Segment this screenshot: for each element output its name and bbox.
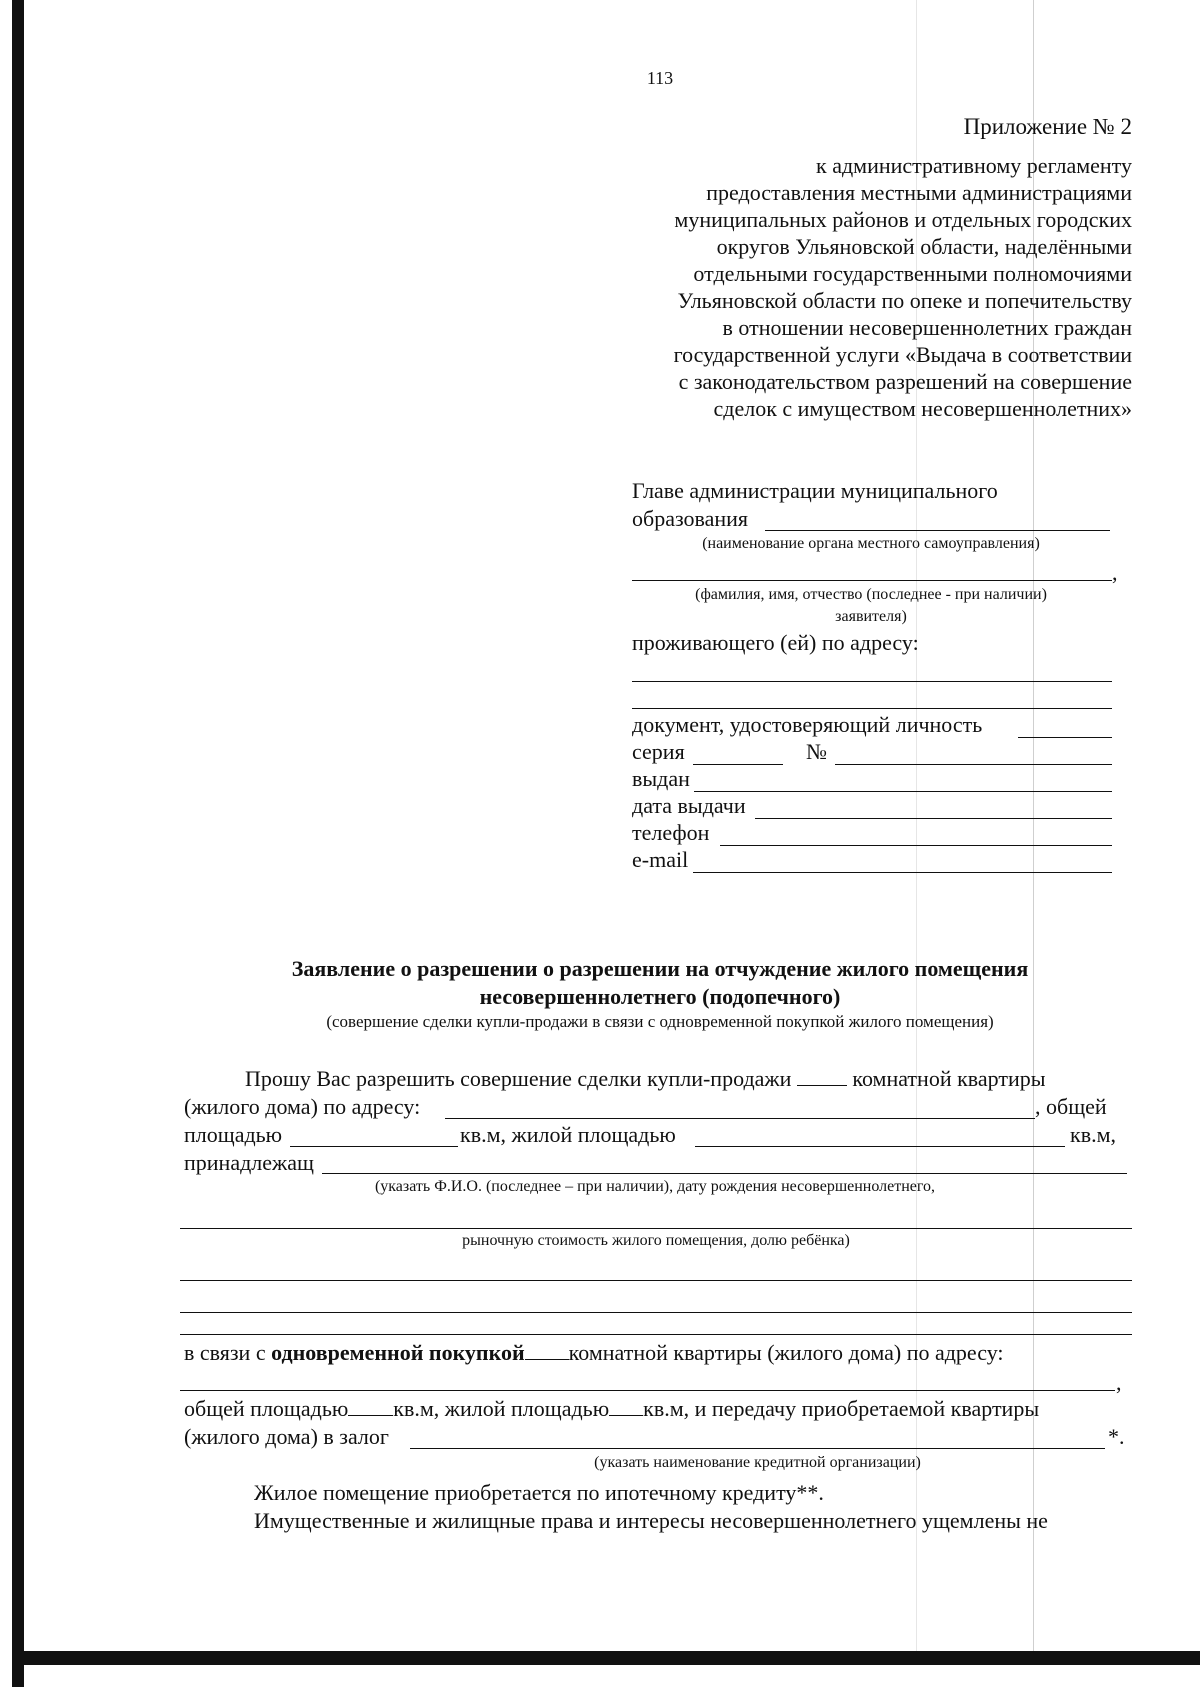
body-text: Имущественные и жилищные права и интересы несовершеннолетнего ущемлены не — [254, 1508, 1048, 1533]
fill-line-living-area[interactable] — [695, 1146, 1065, 1147]
body-text: кв.м, жилой площадью — [460, 1122, 676, 1147]
body-text: Жилое помещение приобретается по ипотечному кредиту**. — [254, 1480, 824, 1505]
body-text-part: кв.м, и передачу приобретаемой квартиры — [643, 1396, 1040, 1421]
fill-line-extra[interactable] — [180, 1334, 1132, 1335]
hint-municipal-body: (наименование органа местного самоуправления) — [702, 535, 1040, 552]
fill-line-owner[interactable] — [322, 1173, 1127, 1174]
id-document-label: документ, удостоверяющий личность — [632, 712, 983, 737]
comma: , — [1112, 560, 1118, 585]
body-text — [245, 1066, 1046, 1092]
fill-line-new-living-area[interactable] — [609, 1414, 643, 1416]
hint-bank: (указать наименование кредитной организации) — [594, 1454, 921, 1471]
fill-line-municipality[interactable] — [765, 530, 1110, 531]
appendix-line: с законодательством разрешений на совершение — [678, 369, 1132, 394]
fill-line-owner-details[interactable] — [180, 1228, 1132, 1229]
scan-edge-bottom — [24, 1651, 1200, 1665]
appendix-line: отдельными государственными полномочиями — [693, 261, 1132, 286]
fill-line-address[interactable] — [632, 681, 1112, 682]
hint-applicant: заявителя) — [835, 608, 907, 625]
fill-line-new-total-area[interactable] — [348, 1414, 393, 1416]
appendix-text — [572, 152, 1132, 422]
body-text: (жилого дома) в залог — [184, 1424, 389, 1449]
fill-line-email[interactable] — [693, 872, 1112, 873]
addressee-line: Главе администрации муниципального — [632, 478, 998, 503]
series-label: серия — [632, 739, 685, 764]
appendix-line: муниципальных районов и отдельных городских — [674, 207, 1132, 232]
body-text-bold: одновременной покупкой — [271, 1340, 525, 1365]
fill-line-total-area[interactable] — [290, 1146, 458, 1147]
issue-date-label: дата выдачи — [632, 793, 746, 818]
body-text-part: комнатной квартиры — [852, 1066, 1046, 1091]
fill-line-address[interactable] — [632, 708, 1112, 709]
appendix-line: к административному регламенту — [816, 153, 1132, 178]
body-text-part: комнатной квартиры (жилого дома) по адресу: — [568, 1340, 1004, 1365]
fill-line-rooms[interactable] — [797, 1084, 847, 1086]
body-text-part: общей площадью — [184, 1396, 349, 1421]
appendix-line: округов Ульяновской области, наделёнными — [716, 234, 1132, 259]
appendix-line: в отношении несовершеннолетних граждан — [722, 315, 1132, 340]
body-text: кв.м, — [1070, 1122, 1116, 1147]
phone-label: телефон — [632, 820, 710, 845]
email-label: e-mail — [632, 847, 689, 872]
fill-line-property-address[interactable] — [445, 1118, 1035, 1119]
hint-owner-details: (указать Ф.И.О. (последнее – при наличии), дату рождения несовершеннолетнего, — [374, 1178, 936, 1195]
appendix-title: Приложение № 2 — [963, 114, 1132, 139]
hint-applicant-name: (фамилия, имя, отчество (последнее - при наличии) — [695, 586, 1047, 603]
scan-edge-left — [12, 0, 24, 1687]
appendix-line: Ульяновской области по опеке и попечительству — [677, 288, 1132, 313]
fill-line-extra[interactable] — [180, 1312, 1132, 1313]
body-text-part: кв.м, жилой площадью — [393, 1396, 610, 1421]
document-heading: Заявление о разрешении о разрешении на отчуждение жилого помещения — [291, 956, 1029, 981]
appendix-line: предоставления местными администрациями — [706, 180, 1132, 205]
body-text — [184, 1340, 1004, 1366]
body-text: площадью — [184, 1122, 283, 1147]
body-text: , общей — [1035, 1094, 1107, 1119]
body-text: *. — [1108, 1424, 1125, 1449]
page-number: 113 — [646, 68, 674, 88]
appendix-line: государственной услуги «Выдача в соответствии — [673, 342, 1132, 367]
document-subheading: (совершение сделки купли-продажи в связи с одновременной покупкой жилого помещения) — [326, 1012, 994, 1031]
issued-label: выдан — [632, 766, 690, 791]
body-text: (жилого дома) по адресу: — [184, 1094, 421, 1119]
body-text: принадлежащ — [184, 1150, 314, 1175]
fill-line-issued[interactable] — [694, 791, 1112, 792]
body-text — [184, 1396, 1039, 1422]
fill-line-id-document[interactable] — [1018, 737, 1112, 738]
comma: , — [1116, 1370, 1122, 1395]
fill-line-extra[interactable] — [180, 1280, 1132, 1281]
body-text-part: Прошу Вас разрешить совершение сделки купли-продажи — [245, 1066, 792, 1091]
document-heading: несовершеннолетнего (подопечного) — [479, 984, 841, 1009]
hint-market-value: рыночную стоимость жилого помещения, долю ребёнка) — [462, 1232, 850, 1249]
fill-line-issue-date[interactable] — [755, 818, 1112, 819]
fill-line-series[interactable] — [693, 764, 783, 765]
number-label: № — [806, 739, 827, 764]
body-text-part: в связи с — [184, 1340, 266, 1365]
appendix-line: сделок с имуществом несовершеннолетних» — [713, 396, 1132, 421]
fill-line-applicant-name[interactable] — [632, 580, 1112, 581]
address-label: проживающего (ей) по адресу: — [632, 630, 919, 655]
fill-line-bank[interactable] — [410, 1448, 1105, 1449]
fill-line-new-address[interactable] — [180, 1390, 1115, 1391]
fill-line-new-rooms[interactable] — [525, 1358, 569, 1360]
addressee-line: образования — [632, 506, 749, 531]
fill-line-phone[interactable] — [720, 845, 1112, 846]
fill-line-number[interactable] — [835, 764, 1112, 765]
